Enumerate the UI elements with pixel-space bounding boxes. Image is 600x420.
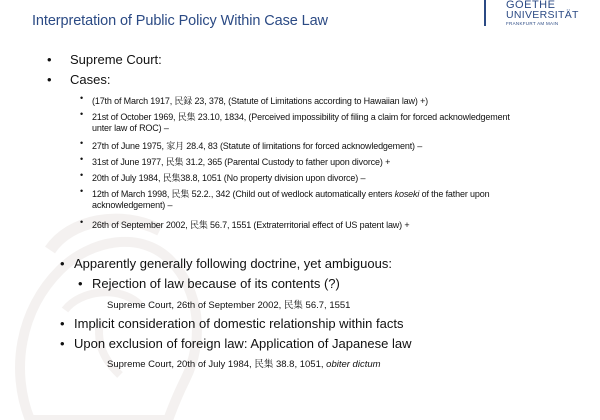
case-text: 31st of June 1977, 民集 31.2, 365 (Parental Custody to father upon divorce) + <box>92 157 391 167</box>
case-item <box>80 154 391 168</box>
bullet-dot: • <box>60 316 65 331</box>
logo-divider <box>484 0 486 26</box>
citation: Supreme Court, 26th of September 2002, 民集 56.7, 1551 <box>107 300 351 311</box>
case-text: (17th of March 1917, 民録 23, 378, (Statute of Limitations according to Hawaiian law) +) <box>92 96 429 106</box>
bullet-dot: • <box>80 109 84 119</box>
bullet-dot: • <box>80 170 84 180</box>
analysis-text: Rejection of law because of its contents (?) <box>92 276 340 291</box>
case-item <box>80 186 490 200</box>
analysis-text: Apparently generally following doctrine, yet ambiguous: <box>74 256 392 271</box>
analysis-text: Upon exclusion of foreign law: Application of Japanese law <box>74 336 412 351</box>
bullet-dot: • <box>80 217 84 227</box>
bullet-dot: • <box>60 336 65 351</box>
case-text: 20th of July 1984, 民集38.8, 1051 (No property division upon divorce) – <box>92 173 366 183</box>
case-text-koseki: koseki <box>394 189 420 199</box>
case-text: 26th of September 2002, 民集 56.7, 1551 (Extraterritorial effect of US patent law) + <box>92 220 410 230</box>
case-text-a: 12th of March 1998, 民集 52.2., 342 (Child out of wedlock automatically enters <box>92 189 395 199</box>
bullet-dot: • <box>80 93 84 103</box>
university-logo <box>484 0 600 28</box>
case-item <box>80 109 510 123</box>
page-title: Interpretation of Public Policy Within Case Law <box>32 13 328 29</box>
logo-line-3: FRANKFURT AM MAIN <box>506 21 559 26</box>
case-item <box>80 217 410 231</box>
bullet-dot: • <box>80 138 84 148</box>
case-item <box>80 170 366 184</box>
bullet-dot: • <box>80 154 84 164</box>
case-item <box>80 138 423 152</box>
bullet-text: Cases: <box>70 72 111 87</box>
analysis-point-1-sub <box>78 276 340 291</box>
bullet-cases <box>47 72 111 87</box>
logo-line-1: GOETHE <box>506 0 556 11</box>
bullet-dot: • <box>78 276 83 291</box>
bullet-supreme-court <box>47 52 162 67</box>
analysis-point-1 <box>60 256 392 271</box>
analysis-point-2 <box>60 316 404 331</box>
analysis-point-3 <box>60 336 412 351</box>
bullet-dot: • <box>60 256 65 271</box>
bullet-dot: • <box>47 72 52 87</box>
citation-text: Supreme Court, 20th of July 1984, 民集 38.8, 1051, <box>107 359 327 370</box>
case-text: 21st of October 1969, 民集 23.10, 1834, (Perceived impossibility of filing a claim for forced acknowledgement <box>92 112 510 122</box>
case-item <box>80 93 429 107</box>
case-text-continued: acknowledgement) – <box>92 200 173 210</box>
logo-line-2: UNIVERSITÄT <box>506 9 579 21</box>
bullet-dot: • <box>47 52 52 67</box>
case-text-c: of the father upon <box>419 189 490 199</box>
citation <box>107 356 381 370</box>
bullet-dot: • <box>80 186 84 196</box>
citation-obiter-dictum: obiter dictum <box>326 359 381 370</box>
bullet-text: Supreme Court: <box>70 52 162 67</box>
analysis-text: Implicit consideration of domestic relationship within facts <box>74 316 404 331</box>
case-text: 27th of June 1975, 家月 28.4, 83 (Statute of limitations for forced acknowledgement) – <box>92 141 423 151</box>
case-text-continued: unter law of ROC) – <box>92 123 169 133</box>
